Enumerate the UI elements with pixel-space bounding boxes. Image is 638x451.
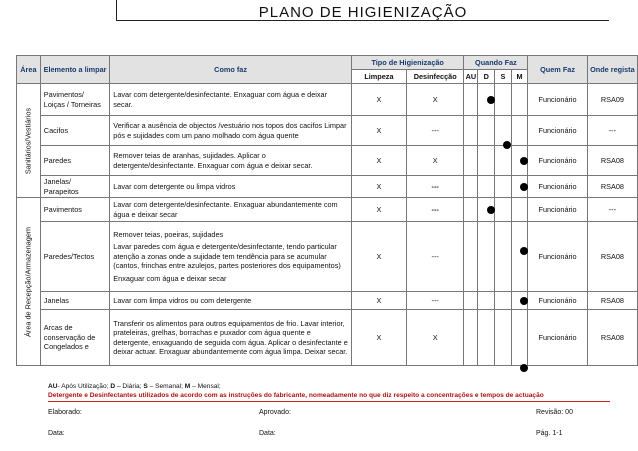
how-text: Lavar com detergente/desinfectante. Enxaguar abundantemente com água e deixar secar — [113, 200, 338, 219]
frequency-dot — [487, 96, 495, 104]
disinfection-cell: --- — [406, 222, 464, 292]
disinfection-cell: X — [406, 84, 464, 116]
how-text: Enxaguar com água e deixar secar — [113, 273, 227, 283]
header-where: Onde regista — [587, 56, 637, 84]
how-cell — [110, 176, 352, 198]
where-cell: RSA08 — [587, 146, 637, 176]
header-freq-s: S — [495, 70, 512, 84]
table-row — [17, 310, 638, 366]
legend-m-key: M — [184, 383, 191, 390]
cleaning-cell: X — [351, 146, 406, 176]
element-cell: Pavimentos/ Loiças / Torneiras — [40, 84, 109, 116]
how-text: Lavar com detergente/desinfectante. Enxaguar com água e deixar secar. — [113, 90, 328, 109]
cleaning-cell: X — [351, 176, 406, 198]
header-who: Quem Faz — [528, 56, 587, 84]
legend-s-text: – Semanal; — [149, 383, 183, 390]
disinfection-cell: --- — [406, 198, 464, 222]
freq-cell-m — [511, 310, 528, 366]
freq-cell-m — [511, 222, 528, 292]
table-row — [17, 198, 638, 222]
how-cell — [110, 146, 352, 176]
footer-prepared: Elaborado: — [48, 409, 82, 416]
element-cell: Paredes/Tectos — [40, 222, 109, 292]
frequency-dot — [520, 183, 528, 191]
where-cell: --- — [587, 116, 637, 146]
legend-note: Detergente e Desinfectantes utilizados de acordo com as instruções do fabricante, nomeadamente no que diz respeito a concentrações e tempos de actuação — [48, 392, 544, 399]
legend-m-text: – Mensal; — [192, 383, 221, 390]
header-freq-au: AU — [464, 70, 478, 84]
table-row — [17, 222, 638, 292]
header-cleaning: Limpeza — [351, 70, 406, 84]
how-cell — [110, 116, 352, 146]
freq-cell-d — [478, 310, 495, 366]
divider-line — [48, 401, 610, 402]
who-cell: Funcionário — [528, 222, 587, 292]
cleaning-cell: X — [351, 84, 406, 116]
freq-cell-s — [495, 146, 512, 176]
freq-cell-d — [478, 222, 495, 292]
header-how: Como faz — [110, 56, 352, 84]
header-freq-m: M — [511, 70, 528, 84]
legend-au-text: - Após Utilização; — [57, 383, 109, 390]
how-text: Lavar paredes com água e detergente/desinfectante, tendo particular atenção a zonas onde a sujidade tem tendência para se acumular (cantos, frinchas entre azulejos, partes posteriores dos equipamentos) — [113, 242, 341, 271]
table-row — [17, 84, 638, 116]
freq-cell-au — [464, 116, 478, 146]
element-cell: Janelas/ Parapeitos — [40, 176, 109, 198]
disinfection-cell: --- — [406, 116, 464, 146]
area-label: Área de Recepção/Armazenagem — [23, 226, 33, 337]
legend-d-key: D — [110, 383, 116, 390]
freq-cell-au — [464, 292, 478, 310]
where-cell: RSA09 — [587, 84, 637, 116]
freq-cell-au — [464, 176, 478, 198]
who-cell: Funcionário — [528, 146, 587, 176]
freq-cell-s — [495, 222, 512, 292]
area-cell — [17, 84, 41, 198]
header-element: Elemento a limpar — [40, 56, 109, 84]
cleaning-cell: X — [351, 222, 406, 292]
disinfection-cell: X — [406, 146, 464, 176]
footer-date-1: Data: — [48, 430, 65, 437]
cleaning-cell: X — [351, 310, 406, 366]
legend-s-key: S — [143, 383, 148, 390]
where-cell: RSA08 — [587, 310, 637, 366]
freq-cell-m — [511, 198, 528, 222]
frequency-dot — [520, 157, 528, 165]
footer-revision: Revisão: 00 — [536, 409, 573, 416]
freq-cell-s — [495, 310, 512, 366]
who-cell: Funcionário — [528, 198, 587, 222]
header-when: Quando Faz — [464, 56, 528, 70]
hygiene-plan-table — [16, 55, 638, 366]
freq-cell-au — [464, 84, 478, 116]
disinfection-cell: --- — [406, 176, 464, 198]
area-cell — [17, 198, 41, 366]
title-box — [116, 0, 609, 21]
freq-cell-m — [511, 84, 528, 116]
freq-cell-d — [478, 176, 495, 198]
where-cell: RSA08 — [587, 222, 637, 292]
freq-cell-d — [478, 146, 495, 176]
header-area: Área — [17, 56, 41, 84]
document-title: PLANO DE HIGIENIZAÇÃO — [258, 4, 468, 21]
frequency-dot — [503, 141, 511, 149]
header-freq-d: D — [478, 70, 495, 84]
cleaning-cell: X — [351, 292, 406, 310]
how-cell — [110, 84, 352, 116]
table-row — [17, 292, 638, 310]
table-row — [17, 116, 638, 146]
who-cell: Funcionário — [528, 310, 587, 366]
how-text: Lavar com limpa vidros ou com detergente — [113, 295, 252, 305]
how-cell — [110, 292, 352, 310]
table-row — [17, 146, 638, 176]
legend — [48, 382, 544, 400]
freq-cell-d — [478, 292, 495, 310]
where-cell: RSA08 — [587, 176, 637, 198]
how-cell — [110, 310, 352, 366]
freq-cell-s — [495, 84, 512, 116]
how-text: Lavar com detergente ou limpa vidros — [113, 181, 236, 191]
freq-cell-s — [495, 176, 512, 198]
disinfection-cell: X — [406, 310, 464, 366]
area-label: Sanitários/Vestiários — [23, 107, 33, 174]
disinfection-cell: --- — [406, 292, 464, 310]
freq-cell-d — [478, 116, 495, 146]
cleaning-cell: X — [351, 116, 406, 146]
how-text: Remover teias de aranhas, sujidades. Aplicar o detergente/desinfectante. Enxaguar com água e deixar secar. — [113, 151, 313, 170]
where-cell: RSA08 — [587, 292, 637, 310]
frequency-dot — [520, 247, 528, 255]
element-cell: Pavimentos — [40, 198, 109, 222]
frequency-dot — [487, 206, 495, 214]
how-text: Verificar a ausência de objectos /vestuário nos topos dos cacifos Limpar pós e sujidades com um pano molhado com água quente — [113, 121, 347, 140]
footer-approved: Aprovado: — [259, 409, 291, 416]
where-cell: --- — [587, 198, 637, 222]
legend-au-key: AU — [48, 383, 58, 390]
frequency-dot — [520, 364, 528, 372]
freq-cell-au — [464, 310, 478, 366]
who-cell: Funcionário — [528, 176, 587, 198]
freq-cell-m — [511, 116, 528, 146]
footer-date-2: Data: — [259, 430, 276, 437]
freq-cell-au — [464, 198, 478, 222]
who-cell: Funcionário — [528, 292, 587, 310]
who-cell: Funcionário — [528, 84, 587, 116]
how-cell — [110, 222, 352, 292]
header-type: Tipo de Higienização — [351, 56, 464, 70]
footer-page: Pág. 1-1 — [536, 430, 563, 437]
frequency-dot — [520, 297, 528, 305]
element-cell: Arcas de conservação de Congelados e — [40, 310, 109, 366]
freq-cell-au — [464, 146, 478, 176]
header-disinfection: Desinfecção — [406, 70, 464, 84]
table-row — [17, 176, 638, 198]
element-cell: Cacifos — [40, 116, 109, 146]
freq-cell-au — [464, 222, 478, 292]
element-cell: Paredes — [40, 146, 109, 176]
cleaning-cell: X — [351, 198, 406, 222]
freq-cell-s — [495, 198, 512, 222]
element-cell: Janelas — [40, 292, 109, 310]
how-cell — [110, 198, 352, 222]
legend-d-text: – Diária; — [116, 383, 142, 390]
who-cell: Funcionário — [528, 116, 587, 146]
how-text: Transferir os alimentos para outros equipamentos de frio. Lavar interior, prateleiras, grelhas, borrachas e puxador com água quente e detergente, enxaguando de seguida com água. Aplicar o desinfectante e deixar actuar. Enxaguar abundantemente com água limpa. Deixar secar. — [113, 318, 348, 356]
freq-cell-s — [495, 292, 512, 310]
how-text: Remover teias, poeiras, sujidades — [113, 229, 224, 239]
